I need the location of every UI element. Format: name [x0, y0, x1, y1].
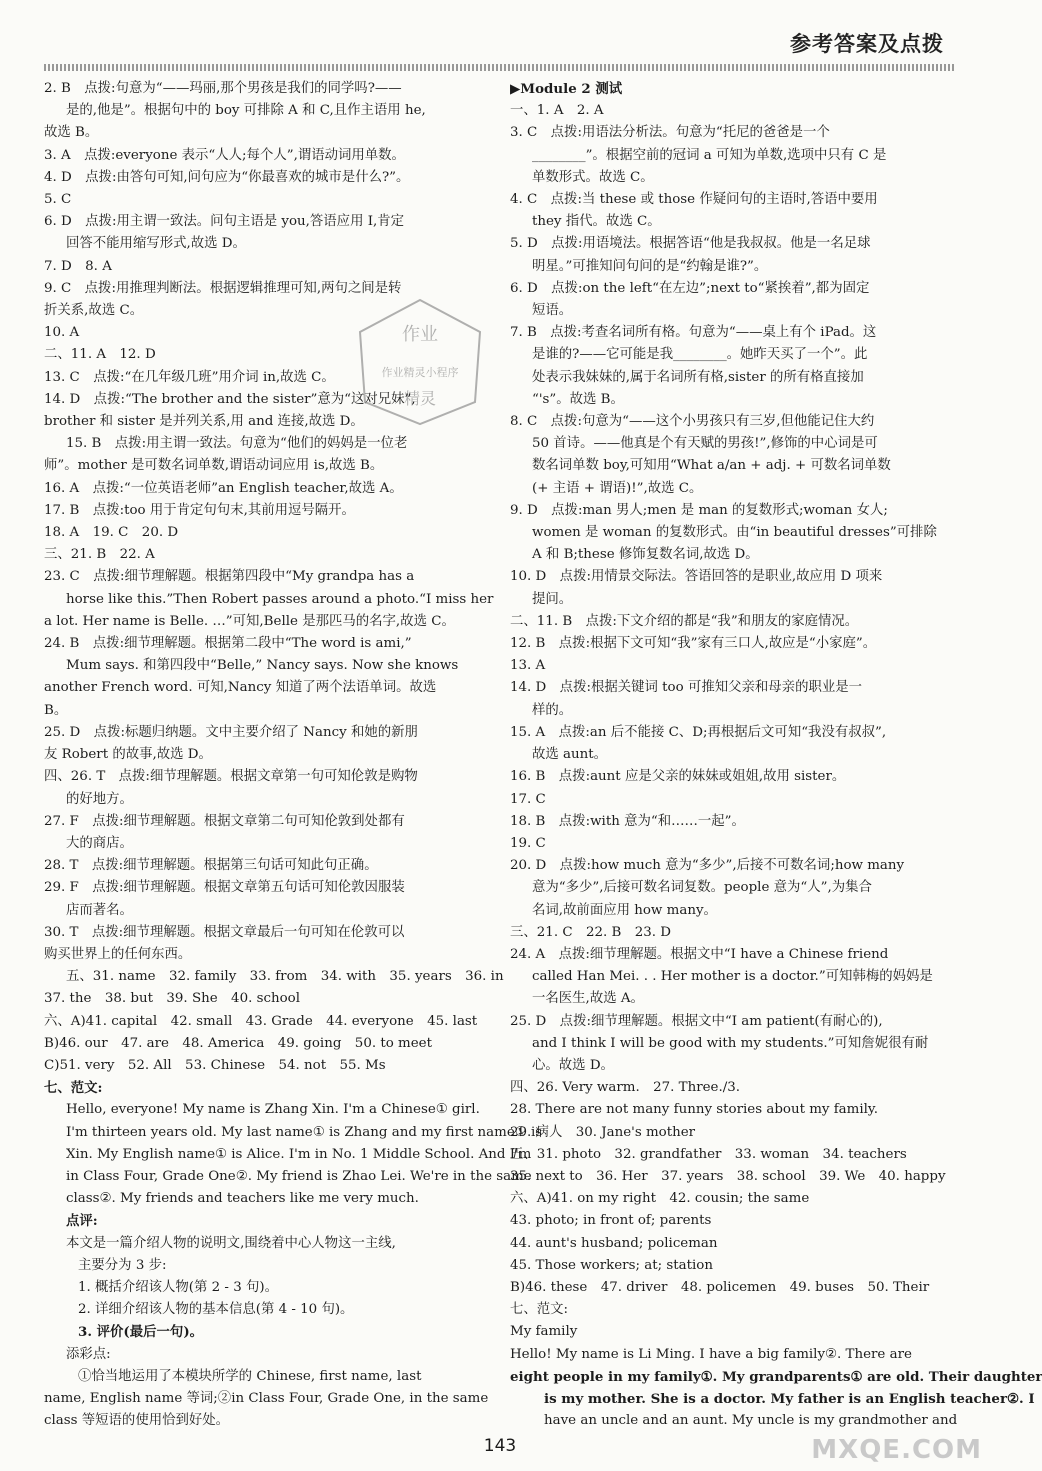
text-line: 二、11. B 点拨:下文介绍的都是“我”和朋友的家庭情况。	[510, 613, 859, 629]
text-line: 友 Robert 的故事,故选 D。	[44, 747, 212, 763]
text-line: 13. A	[510, 658, 546, 674]
page-number: 143	[483, 1436, 517, 1456]
text-line: women 是 woman 的复数形式。由“in beautiful dresses”可排除	[532, 525, 937, 541]
text-line: 9. C 点拨:用推理判断法。根据逻辑推理可知,两句之间是转	[44, 280, 402, 296]
text-line: 13. C 点拨:“在几年级几班”用介词 in,故选 C。	[44, 369, 335, 385]
text-line: have an uncle and an aunt. My uncle is my grandmother and	[544, 1413, 958, 1429]
text-line: 名词,故前面应用 how many。	[532, 902, 717, 918]
right-column	[510, 78, 1042, 1429]
text-line: 16. B 点拨:aunt 应是父亲的妹妹或姐姐,故用 sister。	[510, 769, 846, 785]
text-line: 购买世界上的任何东西。	[44, 946, 192, 962]
text-line: 四、26. Very warm. 27. Three./3.	[510, 1080, 741, 1096]
text-line: 5. C	[44, 192, 72, 208]
text-line: 二、11. A 12. D	[44, 347, 156, 363]
text-line: class 等短语的使用恰到好处。	[44, 1413, 230, 1429]
text-line: 店而著名。	[66, 902, 133, 918]
text-line: 43. photo; in front of; parents	[510, 1213, 712, 1229]
text-line: 3. 评价(最后一句)。	[78, 1324, 204, 1341]
text-line: 14. D 点拨:根据关键词 too 可推知父亲和母亲的职业是一	[510, 680, 863, 696]
stamp-top-text: 作业	[402, 324, 438, 345]
text-line: B)46. these 47. driver 48. policemen 49. buses 50. Their	[510, 1279, 930, 1295]
text-line: in Class Four, Grade One②. My friend is Zhao Lei. We're in the same	[66, 1168, 532, 1184]
text-line: Hello, everyone! My name is Zhang Xin. I'm a Chinese① girl.	[66, 1102, 480, 1118]
text-line: 1. 概括介绍该人物(第 2 - 3 句)。	[78, 1279, 278, 1295]
text-line: is my mother. She is a doctor. My father is an English teacher②. I	[544, 1390, 1035, 1407]
text-line: they 指代。故选 C。	[532, 214, 661, 230]
text-line: 三、21. B 22. A	[44, 547, 155, 563]
watermark-stamp	[350, 292, 490, 432]
text-line: 主要分为 3 步:	[78, 1257, 167, 1273]
site-watermark: MXQE.COM	[811, 1435, 982, 1465]
text-line: C)51. very 52. All 53. Chinese 54. not 55. Ms	[44, 1057, 386, 1073]
text-line: 29. 病人 30. Jane's mother	[510, 1124, 696, 1140]
text-line: 4. D 点拨:由答句可知,问句应为“你最喜欢的城市是什么?”。	[44, 169, 410, 185]
text-line: 折关系,故选 C。	[44, 303, 144, 319]
text-line: “'s”。故选 B。	[532, 391, 624, 407]
text-line: 20. D 点拨:how much 意为“多少”,后接不可数名词;how many	[510, 858, 905, 874]
text-line: 回答不能用缩写形式,故选 D。	[66, 236, 246, 252]
text-line: 28. There are not many funny stories about my family.	[510, 1102, 878, 1118]
text-line: 2. 详细介绍该人物的基本信息(第 4 - 10 句)。	[78, 1302, 354, 1318]
text-line: 五、31. name 32. family 33. from 34. with 35. years 36. in	[66, 969, 504, 985]
text-line: A 和 B;these 修饰复数名词,故选 D。	[532, 547, 759, 563]
text-line: 添彩点:	[66, 1346, 111, 1362]
text-line: 3. C 点拨:用语法分析法。句意为“托尼的爸爸是一个	[510, 125, 830, 141]
text-line: 29. F 点拨:细节理解题。根据文章第五句话可知伦敦因服装	[44, 880, 405, 896]
text-line: another French word. 可知,Nancy 知道了两个法语单词。故选	[44, 680, 437, 696]
text-line: (+ 主语 + 谓语)!”,故选 C。	[532, 480, 703, 496]
text-line: 10. D 点拨:用情景交际法。答语回答的是职业,故应用 D 项来	[510, 569, 883, 585]
text-line: 15. B 点拨:用主谓一致法。句意为“他们的妈妈是一位老	[66, 436, 408, 452]
text-line: 故选 aunt。	[532, 747, 608, 763]
text-line: brother 和 sister 是并列关系,用 and 连接,故选 D。	[44, 414, 364, 430]
header-dotted-rule	[44, 64, 956, 71]
text-line: 14. D 点拨:“The brother and the sister”意为“这对兄妹”,	[44, 391, 416, 407]
text-line: 样的。	[532, 702, 573, 718]
text-line: 10. A	[44, 325, 80, 341]
text-line: 一名医生,故选 A。	[532, 991, 644, 1007]
text-line: 是的,他是”。根据句中的 boy 可排除 A 和 C,且作主语用 he,	[66, 103, 426, 119]
text-line: 六、A)41. capital 42. small 43. Grade 44. everyone 45. last	[44, 1013, 478, 1029]
text-line: 6. D 点拨:用主谓一致法。问句主语是 you,答语应用 I,肯定	[44, 214, 405, 230]
text-line: 心。故选 D。	[532, 1057, 614, 1073]
text-line: 45. Those workers; at; station	[510, 1257, 713, 1273]
text-line: 短语。	[532, 303, 573, 319]
text-line: 30. T 点拨:细节理解题。根据文章最后一句可知在伦敦可以	[44, 924, 405, 940]
text-line: 25. D 点拨:标题归纳题。文中主要介绍了 Nancy 和她的新朋	[44, 724, 418, 740]
text-line: 28. T 点拨:细节理解题。根据第三句话可知此句正确。	[44, 858, 378, 874]
text-line: 23. C 点拨:细节理解题。根据第四段中“My grandpa has a	[44, 569, 415, 585]
stamp-bottom-text: 精灵	[403, 389, 437, 408]
text-line: 37. the 38. but 39. She 40. school	[44, 991, 301, 1007]
text-line: class②. My friends and teachers like me very much.	[66, 1191, 419, 1207]
text-line: 12. B 点拨:根据下文可知“我”家有三口人,故应是“小家庭”。	[510, 636, 877, 652]
text-line: 5. D 点拨:用语境法。根据答语“他是我叔叔。他是一名足球	[510, 236, 871, 252]
text-line: 的好地方。	[66, 791, 133, 807]
text-line: 17. C	[510, 791, 546, 807]
text-line: 六、A)41. on my right 42. cousin; the same	[510, 1191, 810, 1207]
text-line: ①恰当地运用了本模块所学的 Chinese, first name, last	[78, 1368, 422, 1384]
text-line: eight people in my family①. My grandparents① are old. Their daughter	[510, 1368, 1042, 1385]
text-line: 19. C	[510, 835, 546, 851]
text-line: 师”。mother 是可数名词单数,谓语动词应用 is,故选 B。	[44, 458, 384, 474]
text-line: name, English name 等词;②in Class Four, Grade One, in the same	[44, 1390, 489, 1406]
text-line: 意为“多少”,后接可数名词复数。people 意为“人”,为集合	[532, 880, 872, 896]
text-line: ________”。根据空前的冠词 a 可知为单数,选项中只有 C 是	[532, 147, 887, 163]
text-line: Hello! My name is Li Ming. I have a big family②. There are	[510, 1346, 912, 1362]
text-line: 单数形式。故选 C。	[532, 169, 654, 185]
text-line: 五、31. photo 32. grandfather 33. woman 34. teachers	[510, 1146, 907, 1162]
text-line: 三、21. C 22. B 23. D	[510, 924, 672, 940]
text-line: 明星。”可推知问句问的是“约翰是谁?”。	[532, 258, 768, 274]
text-line: 18. B 点拨:with 意为“和……一起”。	[510, 813, 745, 829]
text-line: 3. A 点拨:everyone 表示“人人;每个人”,谓语动词用单数。	[44, 147, 405, 163]
text-line: 8. C 点拨:句意为“——这个小男孩只有三岁,但他能记住大约	[510, 414, 875, 430]
text-line: 7. B 点拨:考查名词所有格。句意为“——桌上有个 iPad。这	[510, 325, 877, 341]
text-line: My family	[510, 1324, 578, 1340]
text-line: 处表示我妹妹的,属于名词所有格,sister 的所有格直接加	[532, 369, 864, 385]
text-line: 25. D 点拨:细节理解题。根据文中“I am patient(有耐心的),	[510, 1013, 883, 1029]
text-line: 18. A 19. C 20. D	[44, 525, 179, 541]
page-header-title: 参考答案及点拨	[790, 32, 944, 56]
text-line: 数名词单数 boy,可知用“What a/an + adj. + 可数名词单数	[532, 458, 891, 474]
text-line: 2. B 点拨:句意为“——玛丽,那个男孩是我们的同学吗?——	[44, 81, 402, 96]
text-line: a lot. Her name is Belle. …”可知,Belle 是那匹马的名字,故选 C。	[44, 613, 455, 629]
text-line: 50 首诗。——他真是个有天赋的男孩!”,修饰的中心词是可	[532, 436, 878, 452]
text-line: called Han Mei. . . Her mother is a doctor.”可知韩梅的妈妈是	[532, 969, 933, 985]
text-line: 4. C 点拨:当 these 或 those 作疑问句的主语时,答语中要用	[510, 192, 878, 208]
text-line: 6. D 点拨:on the left“在左边”;next to“紧挨着”,都为固定	[510, 280, 870, 296]
text-line: 一、1. A 2. A	[510, 103, 604, 119]
text-line: 24. B 点拨:细节理解题。根据第二段中“The word is ami,”	[44, 636, 412, 652]
text-line: I'm thirteen years old. My last name① is Zhang and my first name① is	[66, 1124, 543, 1140]
text-line: 24. A 点拨:细节理解题。根据文中“I have a Chinese friend	[510, 946, 889, 962]
text-line: B。	[44, 702, 68, 718]
text-line: 故选 B。	[44, 125, 99, 141]
text-line: 27. F 点拨:细节理解题。根据文章第二句可知伦敦到处都有	[44, 813, 405, 829]
text-line: 提问。	[532, 591, 573, 607]
text-line: 大的商店。	[66, 835, 133, 851]
text-line: 44. aunt's husband; policeman	[510, 1235, 718, 1251]
text-line: Mum says. 和第四段中“Belle,” Nancy says. Now she knows	[66, 658, 459, 674]
text-line: 35. next to 36. Her 37. years 38. school 39. We 40. happy	[510, 1168, 946, 1184]
text-line: 七、范文:	[510, 1302, 569, 1318]
text-line: B)46. our 47. are 48. America 49. going 50. to meet	[44, 1035, 432, 1051]
text-line: and I think I will be good with my students.”可知詹妮很有耐	[532, 1035, 929, 1051]
text-line: 16. A 点拨:“一位英语老师”an English teacher,故选 A。	[44, 480, 403, 496]
text-line: 本文是一篇介绍人物的说明文,围绕着中心人物这一主线,	[66, 1235, 396, 1251]
text-line: 点评:	[66, 1213, 98, 1230]
text-line: horse like this.”Then Robert passes around a photo.“I miss her	[66, 591, 494, 607]
text-line: 17. B 点拨:too 用于肯定句句末,其前用逗号隔开。	[44, 502, 355, 518]
text-line: 四、26. T 点拨:细节理解题。根据文章第一句可知伦敦是购物	[44, 769, 418, 785]
text-line: 9. D 点拨:man 男人;men 是 man 的复数形式;woman 女人;	[510, 502, 888, 518]
text-line: 7. D 8. A	[44, 258, 112, 274]
text-line: ▶Module 2 测试	[510, 81, 623, 97]
text-line: 15. A 点拨:an 后不能接 C、D;再根据后文可知“我没有叔叔”,	[510, 724, 887, 740]
stamp-mid-text: 作业精灵小程序	[381, 366, 459, 379]
text-line: Xin. My English name① is Alice. I'm in No. 1 Middle School. And I'm	[66, 1146, 532, 1162]
text-line: 七、范文:	[44, 1080, 103, 1097]
text-line: 是谁的?——它可能是我________。她昨天买了一个”。此	[532, 347, 868, 363]
